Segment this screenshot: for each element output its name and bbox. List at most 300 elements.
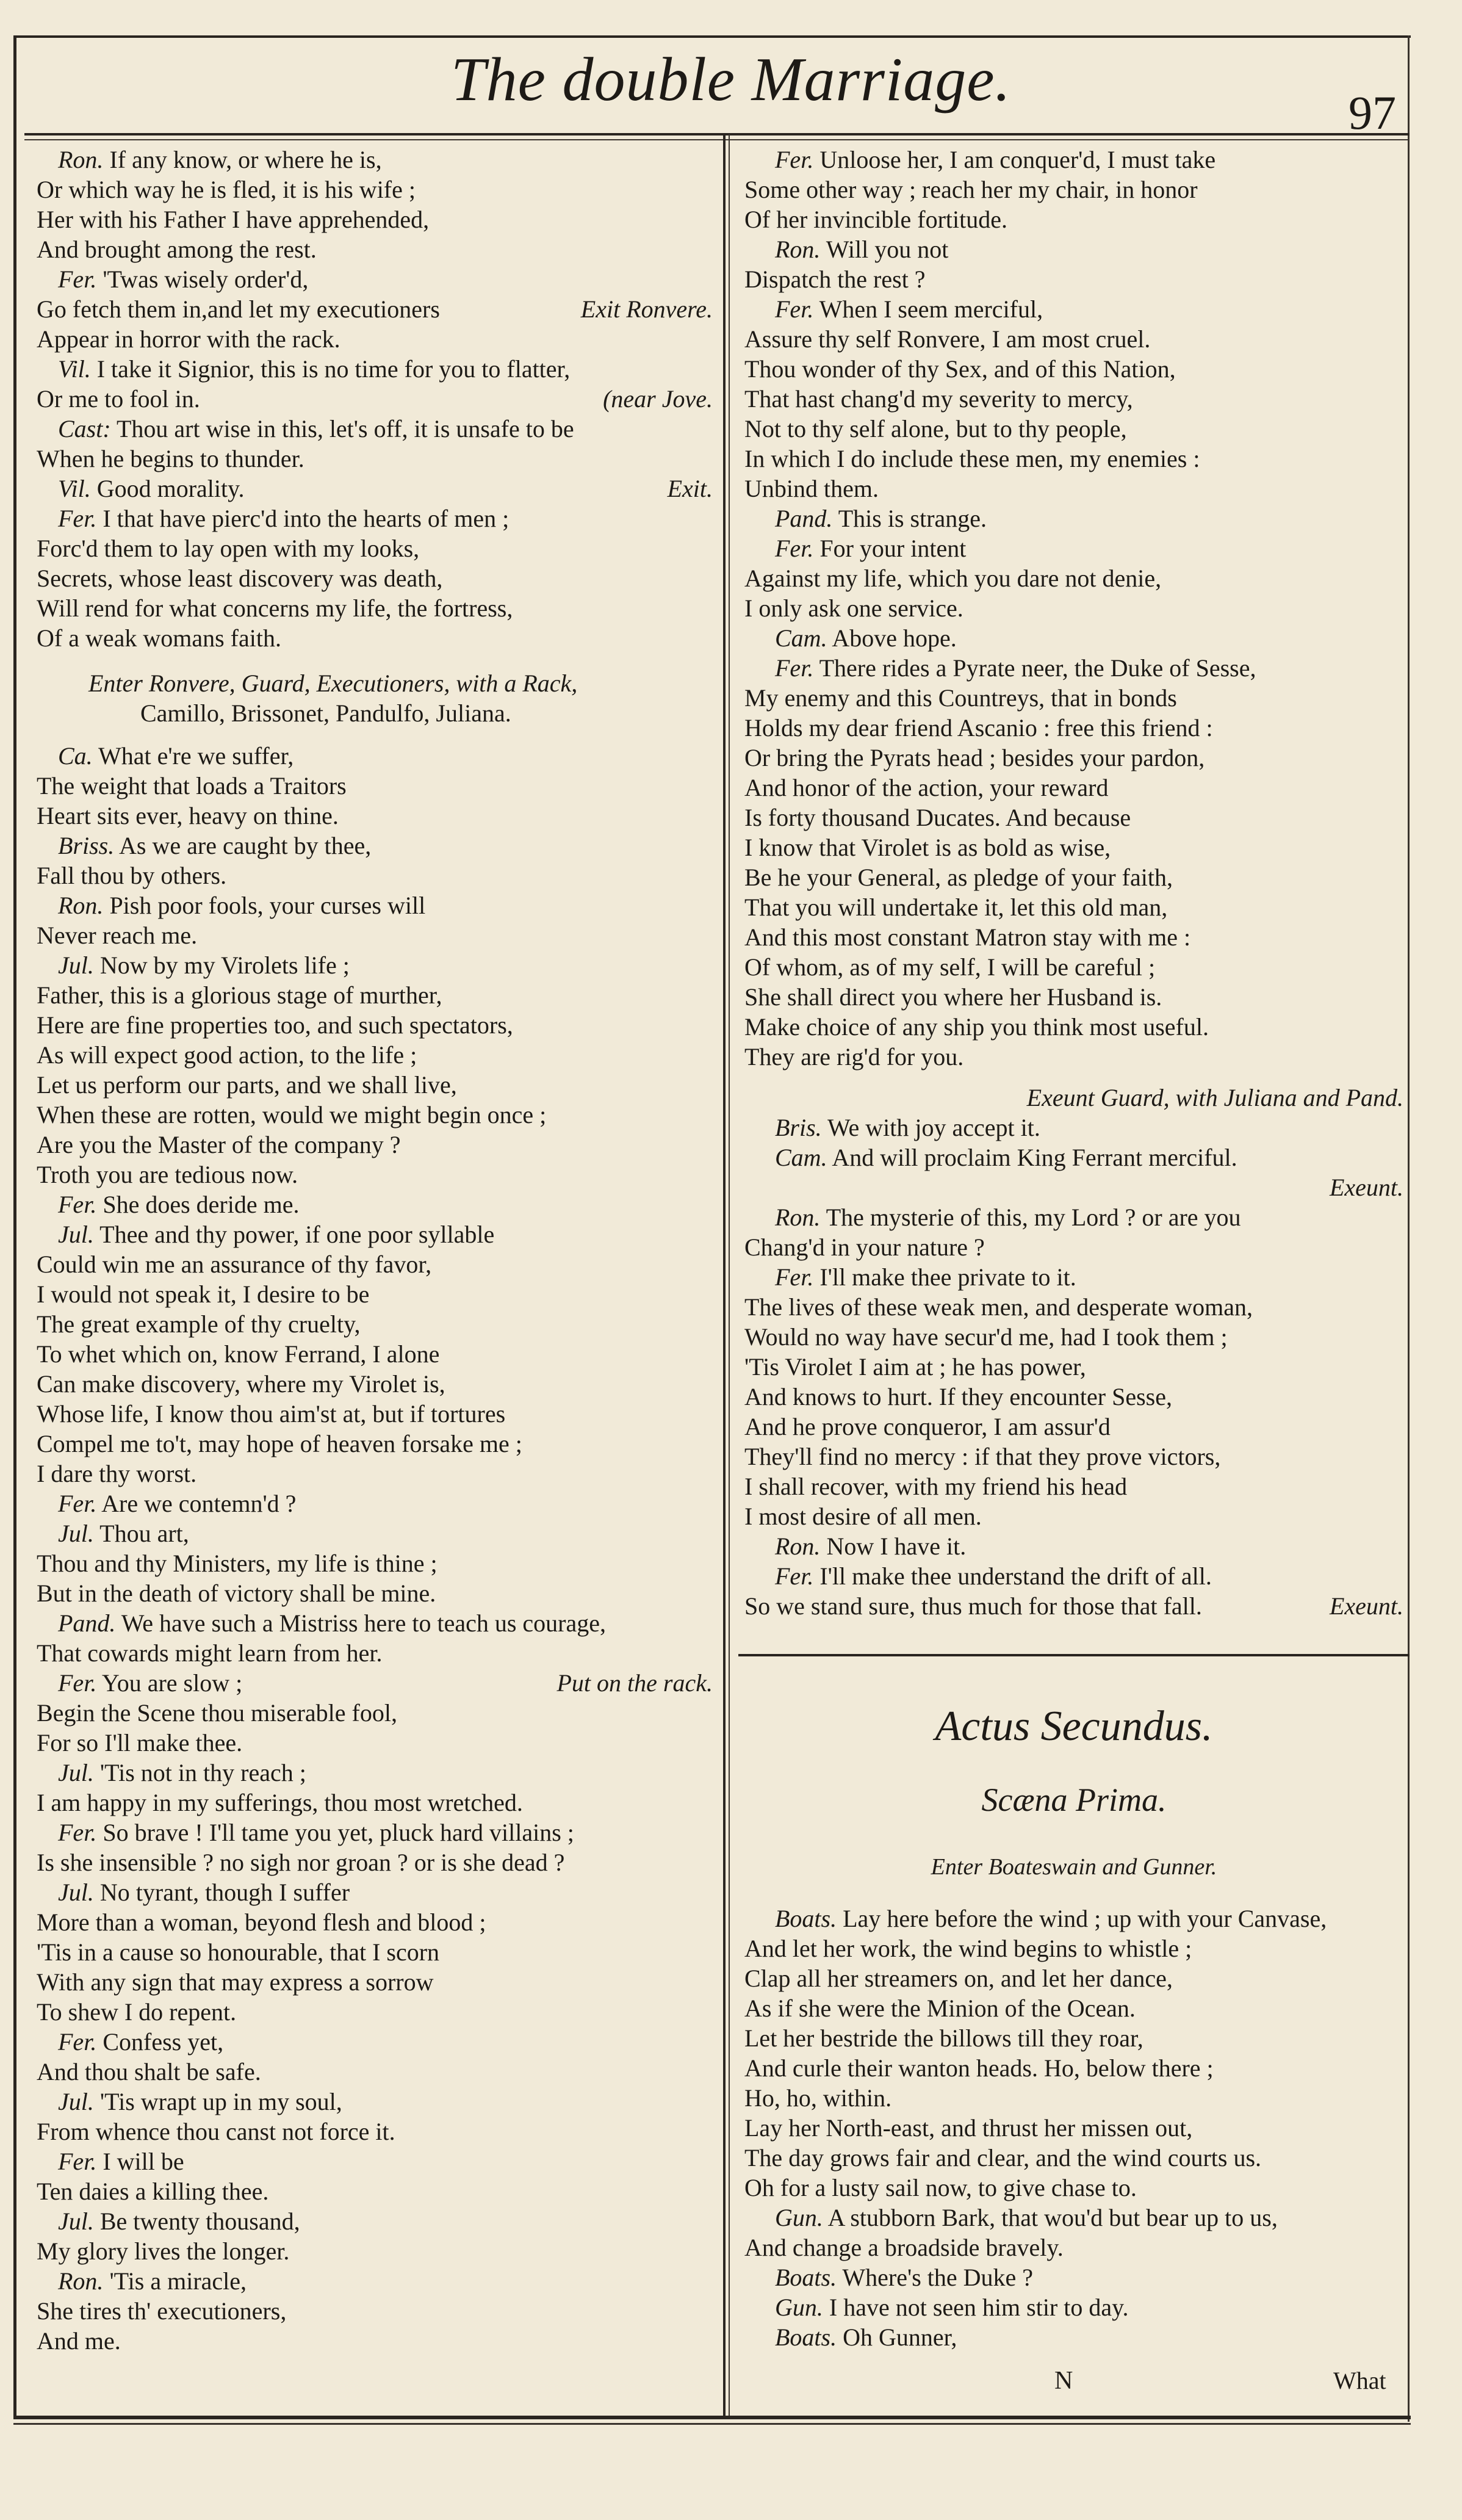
line-text: And knows to hurt. If they encounter Sesse, [744, 1383, 1172, 1410]
text-line [58, 504, 509, 533]
line-text: I take it Signior, this is no time for you to flatter, [90, 355, 571, 383]
speaker-name: Boats. [775, 1905, 837, 1932]
stage-direction: Put on the rack. [556, 1669, 713, 1697]
text-line [37, 981, 442, 1010]
line-text: Is forty thousand Ducates. And because [744, 804, 1131, 831]
line-text: Enter Ronvere, Guard, Executioners, with a Rack, [88, 670, 578, 697]
text-line [775, 1263, 1076, 1292]
speaker-name: Pand. [775, 505, 833, 532]
text-line [744, 175, 1198, 204]
text-line [775, 2293, 1129, 2322]
text-line [37, 1549, 438, 1578]
text-line [37, 921, 197, 950]
text-line [140, 699, 511, 728]
text-line [58, 474, 245, 504]
text-line [58, 1669, 242, 1698]
text-line [744, 1233, 985, 1262]
text-line [744, 205, 1007, 234]
text-line [58, 355, 570, 384]
line-text: And thou shalt be safe. [37, 2058, 261, 2085]
line-text: Good morality. [90, 475, 245, 502]
text-line [744, 803, 1131, 832]
stage-direction: Exeunt. [1329, 1592, 1403, 1620]
line-text: The day grows fair and clear, and the wind courts us. [744, 2144, 1262, 2172]
speaker-name: Jul. [58, 1520, 94, 1547]
text-line [775, 1113, 1040, 1143]
text-line [58, 1489, 296, 1518]
text-line [37, 1130, 400, 1160]
speaker-name: Gun. [775, 2294, 823, 2321]
stage-direction: Exit Ronvere. [580, 295, 713, 323]
text-line [37, 1041, 417, 1070]
line-text: I shall recover, with my friend his head [744, 1473, 1128, 1500]
line-text: 'Twas wisely order'd, [96, 265, 309, 293]
line-text: Holds my dear friend Ascanio : free this friend : [744, 714, 1213, 742]
line-text: They are rig'd for you. [744, 1043, 964, 1070]
line-text: Ten daies a killing thee. [37, 2178, 269, 2205]
text-line [744, 594, 963, 623]
line-text: Thou and thy Ministers, my life is thine ; [37, 1550, 438, 1577]
line-text: Thou art, [93, 1520, 189, 1547]
text-line [775, 1203, 1241, 1232]
line-text: And he prove conqueror, I am assur'd [744, 1413, 1111, 1440]
line-text: Her with his Father I have apprehended, [37, 206, 430, 233]
text-line [58, 1190, 299, 1219]
text-line [775, 624, 957, 653]
text-line [775, 654, 1256, 683]
speaker-name: Fer. [58, 1669, 97, 1697]
section-divider [738, 1654, 1410, 1656]
line-text: What e're we suffer, [92, 742, 294, 770]
text-line [37, 2177, 268, 2206]
speaker-name: Fer. [58, 1819, 97, 1846]
line-text: Be twenty thousand, [93, 2208, 300, 2235]
speaker-name: Ron. [58, 892, 104, 919]
line-text: I that have pierc'd into the hearts of men ; [96, 505, 510, 532]
line-text: My glory lives the longer. [37, 2237, 290, 2265]
speaker-name: Pand. [58, 1609, 116, 1637]
line-text: My enemy and this Countreys, that in bonds [744, 684, 1177, 712]
text-line [58, 831, 371, 861]
speaker-name: Cam. [775, 624, 827, 652]
text-line [744, 1293, 1253, 1322]
act-heading: Actus Secundus. [935, 1703, 1213, 1750]
line-text: As we are caught by thee, [114, 832, 372, 859]
speaker-name: Fer. [58, 2148, 97, 2175]
line-text: That you will undertake it, let this old man, [744, 894, 1168, 921]
stage-direction: Exit. [667, 475, 713, 502]
line-text: When I seem merciful, [813, 295, 1043, 323]
line-text: And honor of the action, your reward [744, 774, 1109, 801]
text-line [58, 2087, 342, 2117]
speaker-name: Fer. [58, 505, 97, 532]
text-line [37, 771, 347, 801]
speaker-name: Fer. [58, 265, 97, 293]
line-text: Unloose her, I am conquer'd, I must take [813, 146, 1216, 173]
line-text: We have such a Mistriss here to teach us courage, [115, 1609, 606, 1637]
speaker-name: Fer. [775, 295, 814, 323]
text-line [744, 414, 1127, 444]
line-text: Pish poor fools, your curses will [103, 892, 426, 919]
speaker-name: Fer. [58, 1191, 97, 1218]
page-frame-left [13, 35, 16, 2416]
line-text: Heart sits ever, heavy on thine. [37, 802, 339, 829]
line-text: Chang'd in your nature ? [744, 1233, 985, 1261]
text-line [744, 1013, 1209, 1042]
line-text: Against my life, which you dare not denie, [744, 565, 1162, 592]
header-rule-inner [24, 139, 1410, 140]
signature-mark: N [1054, 2367, 1073, 2395]
text-line [744, 1382, 1172, 1412]
line-text: Could win me an assurance of thy favor, [37, 1251, 432, 1278]
line-text: Will you not [820, 236, 949, 263]
text-line [37, 1728, 242, 1758]
text-line [744, 1994, 1136, 2023]
page-number: 97 [1349, 86, 1396, 139]
line-text: More than a woman, beyond flesh and blood ; [37, 1908, 486, 1936]
speaker-name: Vil. [58, 475, 91, 502]
text-line [37, 1908, 486, 1937]
text-line [744, 2054, 1214, 2083]
text-line [37, 2237, 289, 2266]
speaker-name: Jul. [58, 1759, 94, 1786]
line-text: 'Tis not in thy reach ; [93, 1759, 306, 1786]
line-text: I am happy in my sufferings, thou most wretched. [37, 1789, 523, 1816]
text-line [37, 205, 429, 234]
line-text: There rides a Pyrate neer, the Duke of Sesse, [813, 654, 1256, 682]
catchword: What [1333, 2367, 1386, 2394]
line-text: This is strange. [832, 505, 987, 532]
text-line [37, 1459, 196, 1489]
line-text: They'll find no mercy : if that they prove victors, [744, 1443, 1221, 1470]
line-text: Of whom, as of my self, I will be careful ; [744, 953, 1156, 981]
text-line [37, 594, 513, 623]
line-text: I dare thy worst. [37, 1460, 197, 1487]
line-text: That hast chang'd my severity to mercy, [744, 385, 1133, 413]
text-line [744, 325, 1150, 354]
text-line [37, 1788, 523, 1818]
text-line [744, 1442, 1220, 1471]
text-line [37, 1070, 457, 1100]
line-text: To shew I do repent. [37, 1998, 237, 2026]
line-text: Will rend for what concerns my life, the fortress, [37, 594, 513, 622]
text-line [58, 2147, 184, 2176]
speaker-name: Ron. [775, 236, 821, 263]
line-text: 'Tis in a cause so honourable, that I scorn [37, 1938, 440, 1966]
text-line [744, 2024, 1143, 2053]
line-text: Of her invincible fortitude. [744, 206, 1007, 233]
line-text: When he begins to thunder. [37, 445, 304, 472]
text-line [58, 2207, 300, 2236]
text-line [58, 891, 425, 920]
line-text: 'Tis Virolet I aim at ; he has power, [744, 1353, 1086, 1381]
line-text: And change a broadside bravely. [744, 2234, 1064, 2261]
text-line [775, 504, 987, 533]
line-text: I have not seen him stir to day. [823, 2294, 1129, 2321]
line-text: For your intent [813, 535, 967, 562]
stage-direction: Exeunt. [1329, 1174, 1403, 1201]
line-text: She shall direct you where her Husband is. [744, 983, 1162, 1011]
line-text: Oh Gunner, [837, 2323, 957, 2351]
text-line [775, 1562, 1212, 1591]
line-text: Here are fine properties too, and such spectators, [37, 1011, 513, 1039]
text-line [58, 414, 574, 444]
text-line [744, 1042, 963, 1072]
line-text: No tyrant, though I suffer [93, 1879, 350, 1906]
text-line [37, 1370, 445, 1399]
line-text: Appear in horror with the rack. [37, 325, 340, 353]
line-text: The mysterie of this, my Lord ? or are you [820, 1204, 1241, 1231]
text-line [58, 1609, 606, 1638]
text-line [37, 2297, 286, 2326]
line-text: I will be [96, 2148, 184, 2175]
text-line [58, 2267, 247, 2296]
line-text: 'Tis wrapt up in my soul, [93, 2088, 342, 2115]
text-line [744, 1412, 1111, 1442]
text-line [58, 1758, 306, 1788]
text-line [37, 1280, 369, 1309]
text-line [775, 534, 966, 563]
line-text: And will proclaim King Ferrant merciful. [827, 1144, 1237, 1171]
text-line [744, 1592, 1202, 1621]
text-line [37, 1100, 546, 1130]
line-text: Thou wonder of thy Sex, and of this Nation, [744, 355, 1176, 383]
text-line [744, 983, 1162, 1012]
text-line [744, 743, 1205, 773]
speaker-name: Jul. [58, 2088, 94, 2115]
line-text: Can make discovery, where my Virolet is, [37, 1370, 445, 1398]
scene-heading: Scæna Prima. [981, 1782, 1167, 1818]
line-text: Compel me to't, may hope of heaven forsake me ; [37, 1430, 522, 1457]
text-line [37, 1160, 298, 1190]
line-text: Is she insensible ? no sigh nor groan ? or is she dead ? [37, 1849, 565, 1876]
text-line [744, 355, 1176, 384]
line-text: Confess yet, [96, 2028, 224, 2056]
text-line [37, 1399, 505, 1429]
text-line [775, 145, 1215, 175]
line-text: Are you the Master of the company ? [37, 1131, 401, 1158]
speaker-name: Fer. [775, 1263, 814, 1291]
page-frame-top [13, 35, 1411, 38]
running-title: The double Marriage. [450, 45, 1012, 114]
text-line [58, 1220, 494, 1249]
speaker-name: Jul. [58, 1221, 94, 1248]
text-line [58, 1878, 350, 1907]
text-line [37, 1250, 431, 1279]
line-text: Clap all her streamers on, and let her dance, [744, 1965, 1173, 1992]
line-text: You are slow ; [96, 1669, 243, 1697]
text-line [37, 1968, 433, 1997]
line-text: Are we contemn'd ? [96, 1490, 297, 1517]
line-text: Or bring the Pyrats head ; besides your pardon, [744, 744, 1205, 771]
line-text: The lives of these weak men, and desperate woman, [744, 1293, 1253, 1321]
line-text: I only ask one service. [744, 594, 963, 622]
line-text: Lay here before the wind ; up with your Canvase, [837, 1905, 1327, 1932]
text-line [775, 1532, 966, 1561]
line-text: Thou art wise in this, let's off, it is unsafe to be [110, 415, 574, 442]
line-text: So we stand sure, thus much for those that fall. [744, 1592, 1202, 1620]
text-line [37, 1011, 513, 1040]
line-text: For so I'll make thee. [37, 1729, 243, 1756]
text-line [37, 444, 304, 474]
line-text: Some other way ; reach her my chair, in honor [744, 176, 1198, 203]
text-line [37, 1429, 522, 1459]
line-text: I'll make thee private to it. [813, 1263, 1076, 1291]
line-text: From whence thou canst not force it. [37, 2118, 395, 2145]
text-line [744, 1352, 1086, 1382]
line-text: The weight that loads a Traitors [37, 772, 347, 800]
line-text: When these are rotten, would we might begin once ; [37, 1101, 547, 1128]
text-line [58, 951, 350, 980]
text-line [775, 295, 1043, 324]
speaker-name: Fer. [775, 654, 814, 682]
speaker-name: Ron. [58, 146, 104, 173]
stage-direction: (near Jove. [603, 385, 713, 413]
text-line [744, 564, 1161, 593]
text-line [744, 1323, 1228, 1352]
speaker-name: Fer. [58, 1490, 97, 1517]
speaker-name: Boats. [775, 2264, 837, 2291]
line-text: She does deride me. [96, 1191, 300, 1218]
speaker-name: Fer. [775, 535, 814, 562]
speaker-name: Jul. [58, 951, 94, 979]
text-line [37, 295, 440, 324]
text-line [775, 235, 948, 264]
text-line [775, 1143, 1237, 1172]
line-text: She tires th' executioners, [37, 2297, 287, 2325]
text-line [37, 1938, 439, 1967]
line-text: Let her bestride the billows till they roar, [744, 2024, 1143, 2052]
line-text: Would no way have secur'd me, had I took them ; [744, 1323, 1228, 1351]
stage-direction: Enter Boateswain and Gunner. [931, 1854, 1217, 1880]
text-line [744, 1934, 1192, 1963]
text-line [37, 384, 200, 414]
text-line [744, 1502, 982, 1531]
text-line [58, 742, 293, 771]
line-text: Fall thou by others. [37, 862, 227, 889]
text-line [37, 1998, 236, 2027]
line-text: As if she were the Minion of the Ocean. [744, 1995, 1136, 2022]
text-line [775, 2263, 1033, 2292]
speaker-name: Fer. [775, 146, 814, 173]
line-text: That cowards might learn from her. [37, 1639, 383, 1667]
line-text: And brought among the rest. [37, 236, 317, 263]
line-text: Thee and thy power, if one poor syllable [93, 1221, 495, 1248]
text-line [37, 564, 442, 593]
speaker-name: Boats. [775, 2323, 837, 2351]
speaker-name: Gun. [775, 2204, 823, 2231]
speaker-name: Bris. [775, 1114, 822, 1141]
text-line [37, 325, 340, 354]
text-line [37, 2057, 261, 2087]
text-line [744, 474, 879, 504]
line-text: And me. [37, 2327, 121, 2355]
speaker-name: Cam. [775, 1144, 827, 1171]
text-line [744, 923, 1190, 952]
speaker-name: Ca. [58, 742, 93, 770]
text-line [88, 669, 577, 698]
line-text: Go fetch them in,and let my executioners [37, 295, 440, 323]
text-line [744, 2233, 1064, 2262]
text-line [744, 2114, 1192, 2143]
text-line [37, 235, 317, 264]
text-line [58, 145, 382, 175]
line-text: Or which way he is fled, it is his wife ; [37, 176, 416, 203]
line-text: And curle their wanton heads. Ho, below there ; [744, 2054, 1214, 2082]
stage-direction: Exeunt Guard, with Juliana and Pand. [1026, 1084, 1403, 1111]
text-line [58, 1519, 189, 1548]
line-text: Camillo, Brissonet, Pandulfo, Juliana. [140, 699, 511, 727]
line-text: Dispatch the rest ? [744, 265, 926, 293]
line-text: Assure thy self Ronvere, I am most cruel. [744, 325, 1151, 353]
speaker-name: Ron. [775, 1533, 821, 1560]
text-line [744, 863, 1173, 892]
text-line [37, 861, 226, 890]
line-text: I most desire of all men. [744, 1503, 982, 1530]
text-line [775, 2323, 957, 2352]
speaker-name: Jul. [58, 1879, 94, 1906]
line-text: Secrets, whose least discovery was death, [37, 565, 443, 592]
line-text: Make choice of any ship you think most useful. [744, 1013, 1209, 1041]
line-text: But in the death of victory shall be mine. [37, 1580, 436, 1607]
speaker-name: Fer. [775, 1562, 814, 1590]
text-line [744, 833, 1111, 862]
text-line [37, 1579, 436, 1608]
line-text: I know that Virolet is as bold as wise, [744, 834, 1111, 861]
line-text: Forc'd them to lay open with my looks, [37, 535, 420, 562]
text-line [37, 1639, 382, 1668]
line-text: Lay her North-east, and thrust her missen out, [744, 2114, 1193, 2142]
line-text: Or me to fool in. [37, 385, 200, 413]
column-divider [723, 134, 726, 2416]
text-line [58, 265, 308, 294]
line-text: Begin the Scene thou miserable fool, [37, 1699, 397, 1727]
line-text: The great example of thy cruelty, [37, 1310, 361, 1338]
line-text: Let us perform our parts, and we shall live, [37, 1071, 457, 1099]
line-text: And this most constant Matron stay with me : [744, 923, 1191, 951]
page-frame-bottom-inner [13, 2423, 1411, 2425]
speaker-name: Cast: [58, 415, 111, 442]
text-line [775, 2203, 1278, 2233]
text-line [744, 2173, 1137, 2203]
line-text: Of a weak womans faith. [37, 624, 281, 652]
line-text: So brave ! I'll tame you yet, pluck hard villains ; [96, 1819, 574, 1846]
line-text: Father, this is a glorious stage of murther, [37, 981, 442, 1009]
page-frame-bottom [13, 2416, 1411, 2419]
text-line [775, 1904, 1327, 1933]
page-frame-right [1408, 35, 1410, 2422]
line-text: Above hope. [827, 624, 957, 652]
line-text: A stubborn Bark, that wou'd but bear up to us, [823, 2204, 1278, 2231]
text-line [744, 444, 1200, 474]
text-line [744, 773, 1108, 803]
text-line [37, 175, 416, 204]
text-line [37, 801, 339, 831]
line-text: If any know, or where he is, [103, 146, 382, 173]
text-line [37, 2117, 395, 2146]
line-text: Troth you are tedious now. [37, 1161, 298, 1188]
line-text: I would not speak it, I desire to be [37, 1280, 370, 1308]
line-text: I'll make thee understand the drift of all. [813, 1562, 1212, 1590]
line-text: Oh for a lusty sail now, to give chase to. [744, 2174, 1137, 2201]
line-text: In which I do include these men, my enemies : [744, 445, 1200, 472]
line-text: Now by my Virolets life ; [93, 951, 350, 979]
text-line [744, 713, 1213, 743]
text-line [37, 1310, 361, 1339]
text-line [744, 1472, 1127, 1501]
text-line [744, 1964, 1173, 1993]
line-text: Ho, ho, within. [744, 2084, 892, 2112]
